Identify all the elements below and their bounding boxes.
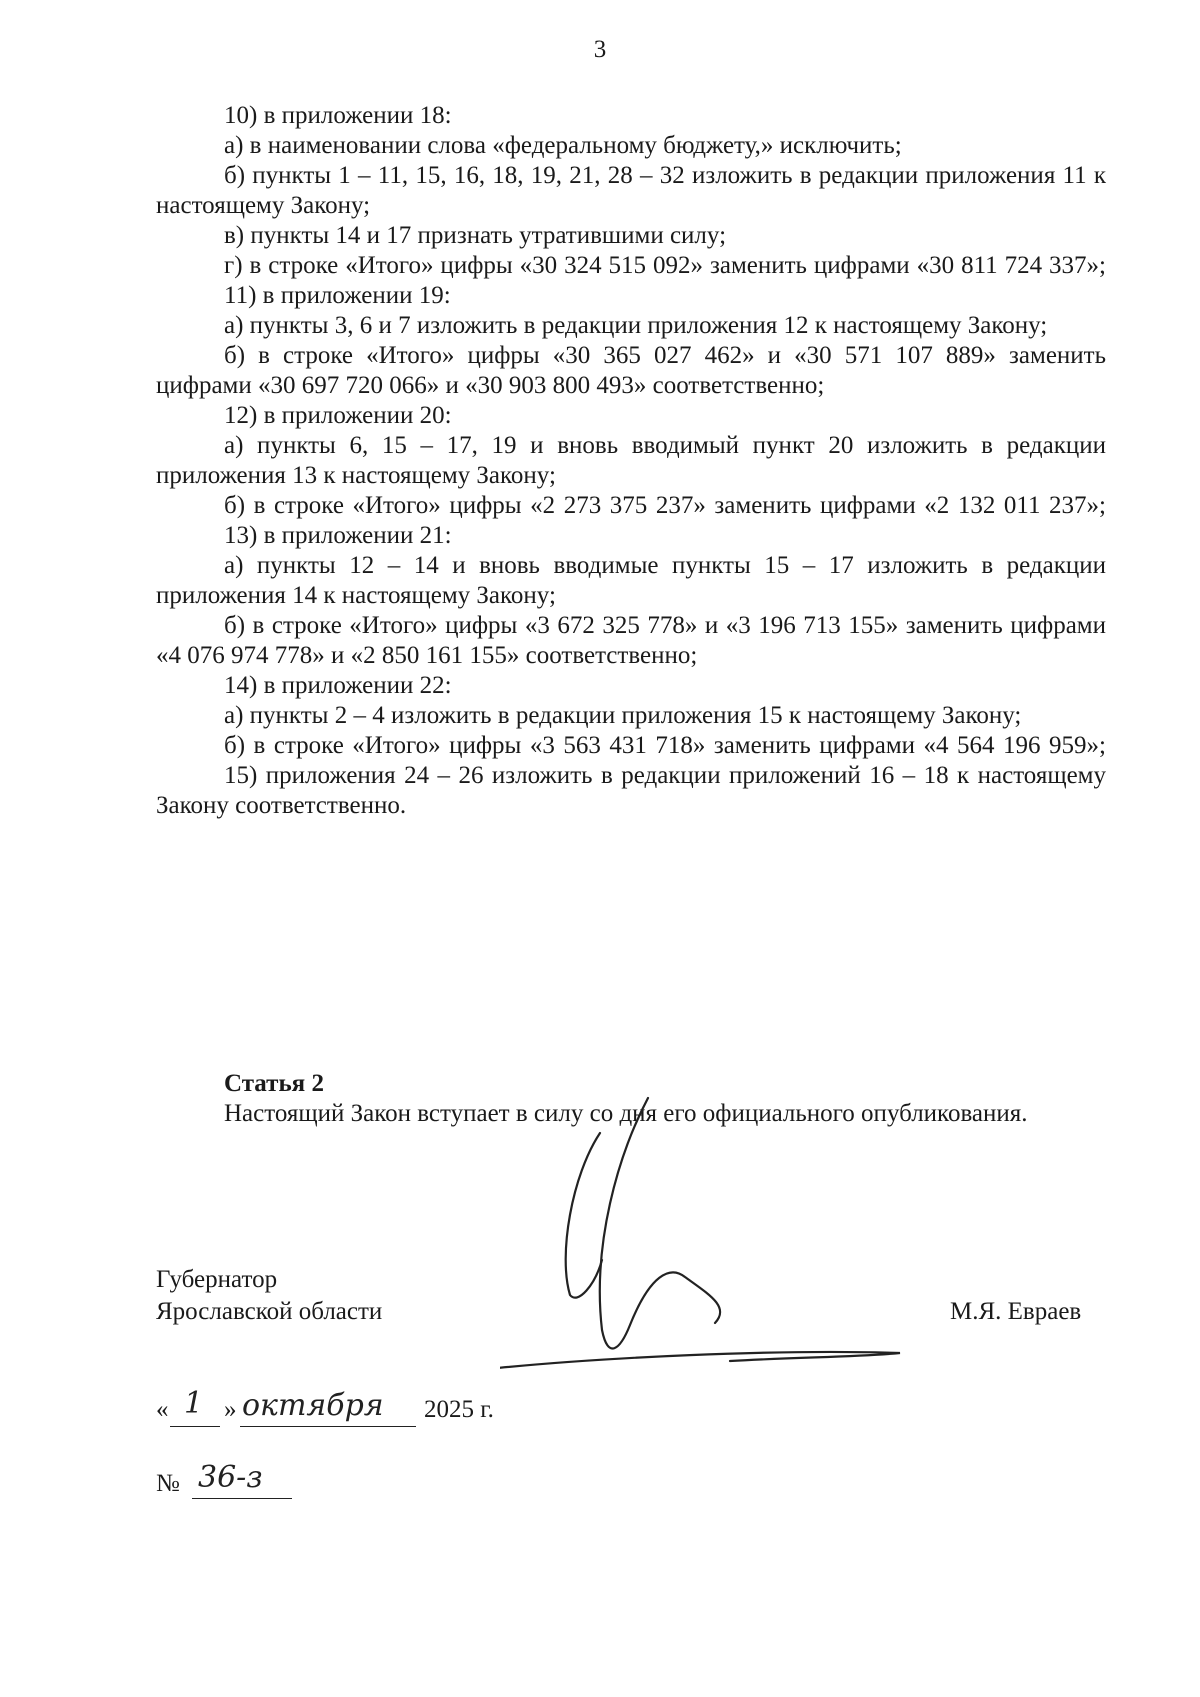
paragraph-item-10b: б) пункты 1 – 11, 15, 16, 18, 19, 21, 28 – 32 изложить в редакции приложения 11 к настоящему Закону;	[156, 162, 1106, 219]
paragraph-item-11b: б) в строке «Итого» цифры «30 365 027 462» и «30 571 107 889» заменить цифрами «30 697 720 066» и «30 903 800 493» соответственно;	[156, 342, 1106, 399]
number-underline	[192, 1498, 292, 1499]
paragraph-item-14a: а) пункты 2 – 4 изложить в редакции приложения 15 к настоящему Закону;	[224, 702, 1022, 729]
page-number: 3	[593, 36, 607, 63]
paragraph-item-10: 10) в приложении 18:	[224, 102, 452, 129]
paragraph-item-10g: г) в строке «Итого» цифры «30 324 515 092» заменить цифрами «30 811 724 337»;	[224, 252, 1106, 279]
paragraph-item-13b: б) в строке «Итого» цифры «3 672 325 778» и «3 196 713 155» заменить цифрами «4 076 974 778» и «2 850 161 155» соответственно;	[156, 612, 1106, 669]
paragraph-item-14: 14) в приложении 22:	[224, 672, 452, 699]
paragraph-item-13: 13) в приложении 21:	[224, 522, 452, 549]
paragraph-item-11: 11) в приложении 19:	[224, 282, 451, 309]
paragraph-item-14b: б) в строке «Итого» цифры «3 563 431 718» заменить цифрами «4 564 196 959»;	[224, 732, 1106, 759]
signature-stroke-underline	[500, 1352, 900, 1370]
signature-stroke-loop	[600, 1098, 720, 1349]
number-label: №	[156, 1470, 180, 1497]
date-line	[156, 1388, 556, 1432]
handwritten-signature	[500, 1095, 940, 1405]
paragraph-item-13a: а) пункты 12 – 14 и вновь вводимые пункты 15 – 17 изложить в редакции приложения 14 к настоящему Закону;	[156, 552, 1106, 609]
paragraph-item-11a: а) пункты 3, 6 и 7 изложить в редакции приложения 12 к настоящему Закону;	[224, 312, 1048, 339]
paragraph-item-10a: а) в наименовании слова «федеральному бюджету,» исключить;	[224, 132, 902, 159]
date-day: 1	[184, 1386, 204, 1421]
paragraph-item-12: 12) в приложении 20:	[224, 402, 452, 429]
law-number-line	[156, 1460, 356, 1526]
paragraph-item-10v: в) пункты 14 и 17 признать утратившими силу;	[224, 222, 727, 249]
date-day-underline	[170, 1426, 220, 1427]
date-year: 2025 г.	[424, 1396, 494, 1423]
paragraph-item-12b: б) в строке «Итого» цифры «2 273 375 237» заменить цифрами «2 132 011 237»;	[224, 492, 1106, 519]
paragraph-item-12a: а) пункты 6, 15 – 17, 19 и вновь вводимый пункт 20 изложить в редакции приложения 13 к настоящему Закону;	[156, 432, 1106, 489]
signatory-name: М.Я. Евраев	[950, 1298, 1082, 1325]
document-body	[156, 101, 1106, 821]
signature-stroke-upper	[566, 1133, 602, 1298]
date-close-quote: »	[224, 1396, 237, 1423]
paragraph-item-15: 15) приложения 24 – 26 изложить в редакции приложений 16 – 18 к настоящему Закону соответственно.	[156, 762, 1106, 819]
article-text: Настоящий Закон вступает в силу со дня его официального опубликования.	[224, 1100, 1028, 1127]
date-month-underline	[240, 1426, 416, 1427]
date-month: октября	[242, 1388, 384, 1423]
number-value: 36-з	[198, 1460, 263, 1495]
date-open-quote: «	[156, 1396, 169, 1423]
signatory-position	[156, 1264, 382, 1328]
position-line-1: Губернатор	[156, 1266, 278, 1293]
position-line-2: Ярославской области	[156, 1298, 383, 1325]
article-title: Статья 2	[224, 1070, 324, 1097]
